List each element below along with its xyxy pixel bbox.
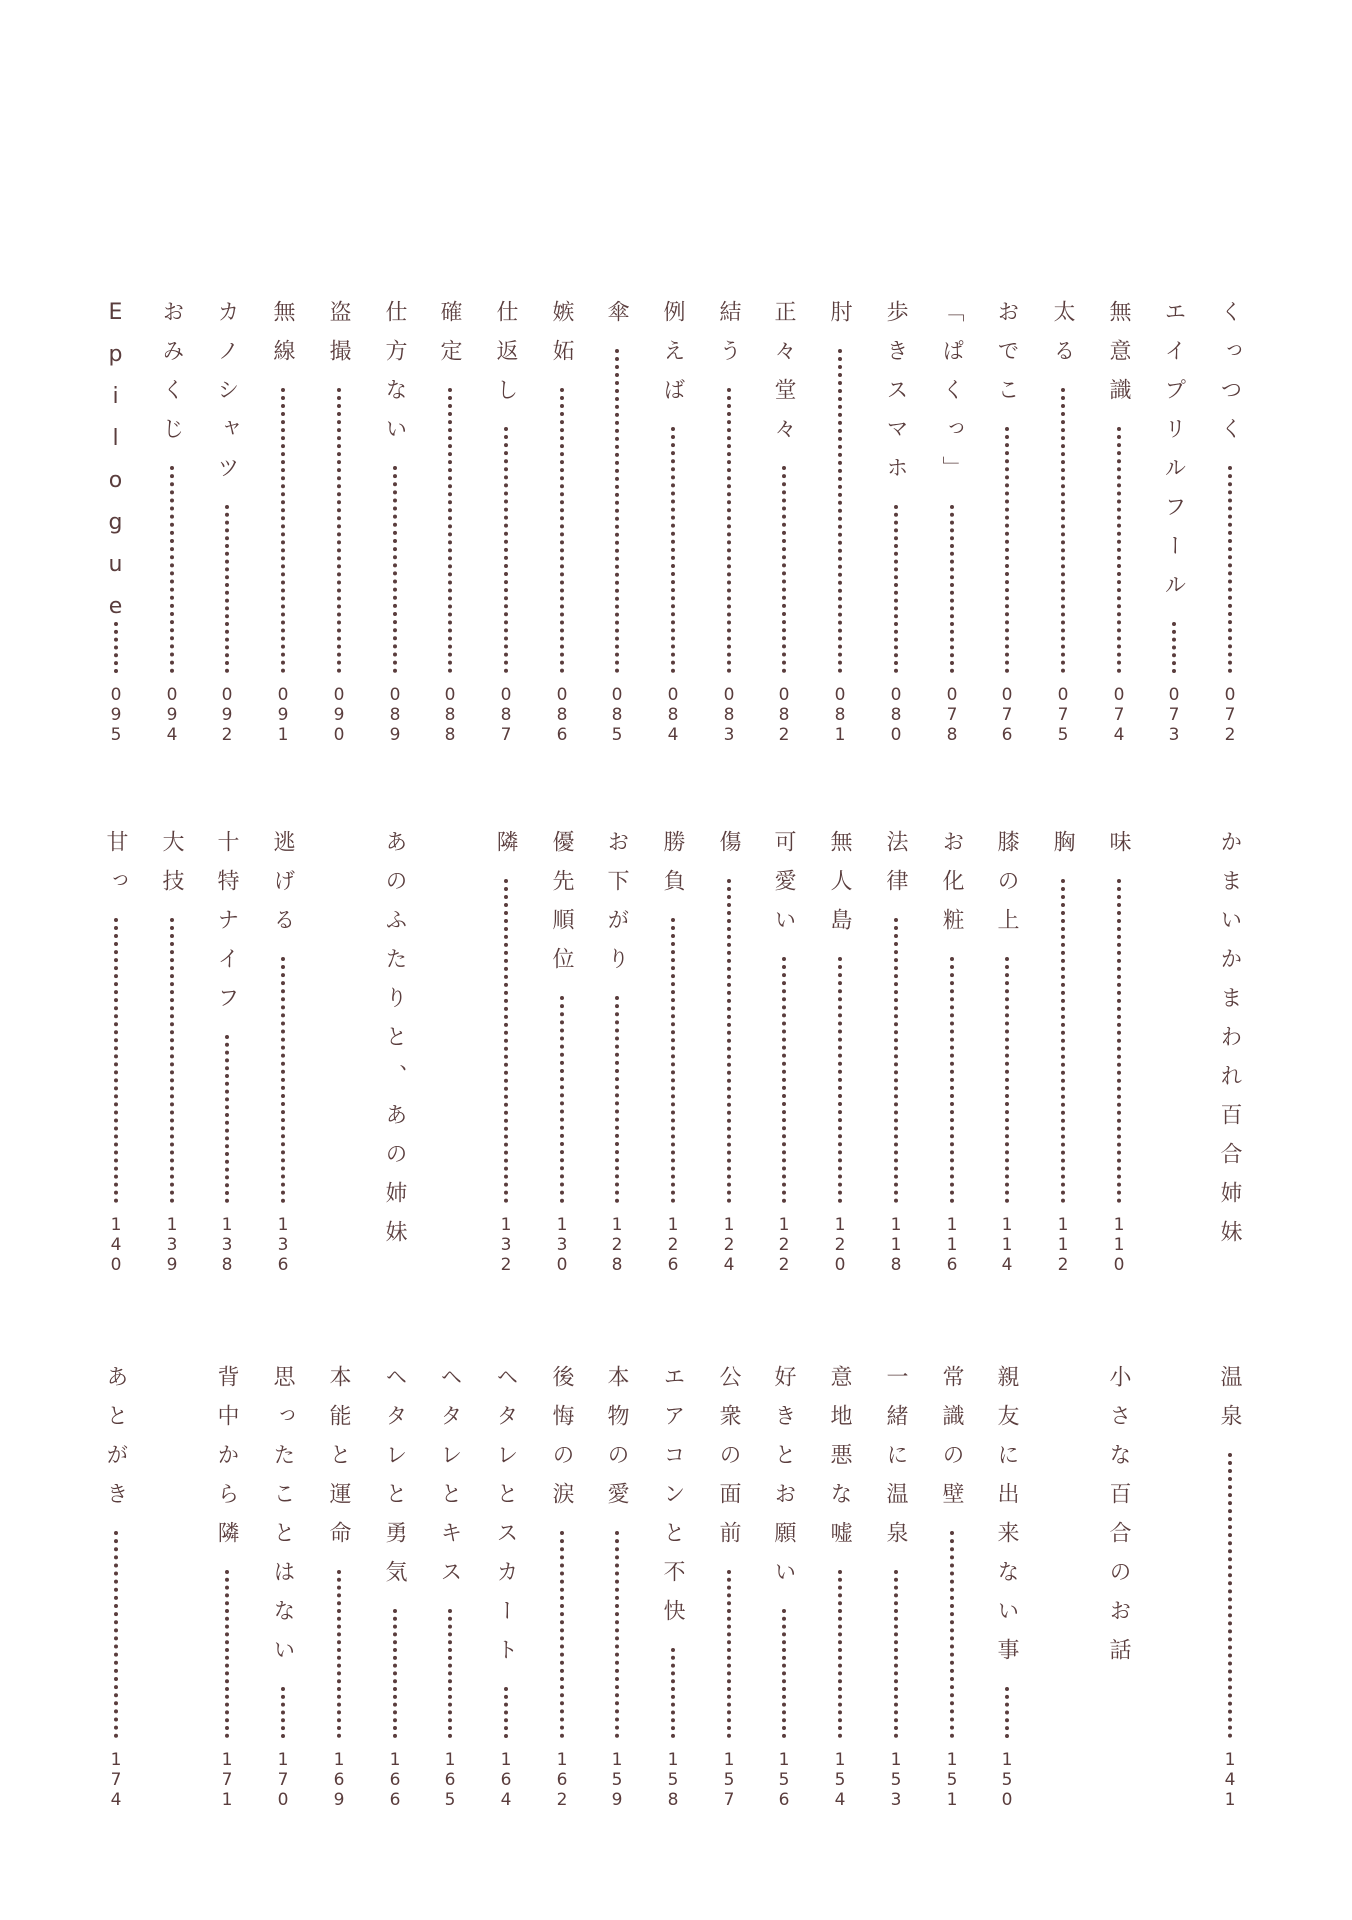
toc-page-number: 080: [886, 685, 906, 745]
toc-page-number: 165: [440, 1750, 460, 1810]
leader-dots: [838, 957, 842, 1203]
toc-page-number: 112: [1053, 1215, 1073, 1275]
leader-dots: [615, 349, 619, 673]
toc-page-number: 164: [496, 1750, 516, 1810]
toc-page-number: 154: [830, 1750, 850, 1810]
toc-page-number: 139: [162, 1215, 182, 1275]
toc-page-number: 088: [440, 685, 460, 745]
leader-dots: [560, 1531, 564, 1738]
leader-dots: [1005, 427, 1009, 673]
toc-entry-title[interactable]: エアコンと不快: [660, 1365, 685, 1638]
leader-dots: [1228, 466, 1232, 673]
toc-entry-title[interactable]: 法律: [883, 830, 908, 908]
toc-entry-title[interactable]: お化粧: [939, 830, 964, 947]
toc-page-number: 174: [106, 1750, 126, 1810]
toc-page-number: 138: [217, 1215, 237, 1275]
toc-entry-title[interactable]: 大技: [159, 830, 184, 908]
toc-page-number: 128: [607, 1215, 627, 1275]
leader-dots: [727, 879, 731, 1203]
toc-page-number: 076: [997, 685, 1017, 745]
toc-page-number: 110: [1109, 1215, 1129, 1275]
toc-page-number: 092: [217, 685, 237, 745]
leader-dots: [1172, 622, 1176, 673]
leader-dots: [727, 388, 731, 673]
toc-entry-title[interactable]: 仕返し: [493, 300, 518, 417]
leader-dots: [1005, 1687, 1009, 1738]
toc-entry-title[interactable]: あとがき: [103, 1365, 128, 1521]
toc-entry-title[interactable]: 優先順位: [549, 830, 574, 986]
leader-dots: [671, 1648, 675, 1738]
leader-dots: [225, 1570, 229, 1738]
toc-page-number: 074: [1109, 685, 1129, 745]
leader-dots: [894, 505, 898, 673]
toc-page-number: 124: [719, 1215, 739, 1275]
toc-section-heading: かまいかまわれ百合姉妹: [1217, 830, 1242, 1259]
toc-entry-title[interactable]: 嫉妬: [549, 300, 574, 378]
toc-entry-title[interactable]: 常識の壁: [939, 1365, 964, 1521]
leader-dots: [337, 388, 341, 673]
toc-entry-title[interactable]: 後悔の涙: [549, 1365, 574, 1521]
toc-entry-title[interactable]: 傘: [604, 300, 629, 339]
toc-entry-title[interactable]: おみくじ: [159, 300, 184, 456]
leader-dots: [225, 505, 229, 673]
leader-dots: [671, 427, 675, 673]
leader-dots: [504, 879, 508, 1203]
leader-dots: [393, 1609, 397, 1738]
toc-page-number: 153: [886, 1750, 906, 1810]
toc-entry-title[interactable]: ヘタレとスカート: [493, 1365, 518, 1677]
toc-entry-title[interactable]: 好きとお願い: [771, 1365, 796, 1599]
toc-page-number: 126: [663, 1215, 683, 1275]
leader-dots: [225, 1035, 229, 1203]
toc-page-number: 118: [886, 1215, 906, 1275]
leader-dots: [1061, 388, 1065, 673]
toc-page-number: 141: [1220, 1750, 1240, 1810]
toc-entry-title[interactable]: 仕方ない: [382, 300, 407, 456]
toc-entry-title[interactable]: ヘタレとキス: [437, 1365, 462, 1599]
toc-entry-title[interactable]: おでこ: [994, 300, 1019, 417]
toc-entry-title[interactable]: 逃げる: [270, 830, 295, 947]
leader-dots: [504, 427, 508, 673]
toc-page-number: 122: [774, 1215, 794, 1275]
toc-entry-title[interactable]: 十特ナイフ: [214, 830, 239, 1025]
toc-page-number: 073: [1164, 685, 1184, 745]
toc-page-number: 087: [496, 685, 516, 745]
leader-dots: [1061, 879, 1065, 1203]
leader-dots: [894, 918, 898, 1203]
toc-page-number: 090: [329, 685, 349, 745]
toc-entry-title[interactable]: 一緒に温泉: [883, 1365, 908, 1560]
toc-page-number: 078: [942, 685, 962, 745]
leader-dots: [114, 622, 118, 673]
toc-entry-title[interactable]: 可愛い: [771, 830, 796, 947]
leader-dots: [281, 1687, 285, 1738]
toc-entry-title[interactable]: 膝の上: [994, 830, 1019, 947]
toc-page-number: 150: [997, 1750, 1017, 1810]
toc-page-number: 170: [273, 1750, 293, 1810]
leader-dots: [114, 918, 118, 1203]
leader-dots: [615, 1531, 619, 1738]
leader-dots: [1117, 427, 1121, 673]
toc-page-number: 162: [552, 1750, 572, 1810]
toc-entry-title[interactable]: 思ったことはない: [270, 1365, 295, 1677]
toc-entry-title[interactable]: 結う: [716, 300, 741, 378]
leader-dots: [782, 957, 786, 1203]
toc-entry-title[interactable]: 無人島: [827, 830, 852, 947]
toc-page-number: 171: [217, 1750, 237, 1810]
toc-page-number: 120: [830, 1215, 850, 1275]
toc-entry-title[interactable]: 意地悪な嘘: [827, 1365, 852, 1560]
toc-entry-title[interactable]: 太る: [1050, 300, 1075, 378]
leader-dots: [782, 1609, 786, 1738]
toc-entry-title[interactable]: 本物の愛: [604, 1365, 629, 1521]
leader-dots: [393, 466, 397, 673]
toc-page-number: 081: [830, 685, 850, 745]
toc-entry-title[interactable]: 親友に出来ない事: [994, 1365, 1019, 1677]
leader-dots: [170, 918, 174, 1203]
toc-entry-title[interactable]: 歩きスマホ: [883, 300, 908, 495]
leader-dots: [1005, 957, 1009, 1203]
toc-page-number: 116: [942, 1215, 962, 1275]
leader-dots: [727, 1570, 731, 1738]
leader-dots: [838, 349, 842, 673]
toc-page-number: 086: [552, 685, 572, 745]
toc-entry-title[interactable]: 正々堂々: [771, 300, 796, 456]
toc-entry-title[interactable]: エイプリルフール: [1161, 300, 1186, 612]
toc-page-number: 158: [663, 1750, 683, 1810]
leader-dots: [448, 1609, 452, 1738]
leader-dots: [170, 466, 174, 673]
toc-page-number: 156: [774, 1750, 794, 1810]
toc-entry-title[interactable]: Epilogue: [103, 300, 128, 636]
toc-page-number: 091: [273, 685, 293, 745]
toc-entry-title[interactable]: 味: [1106, 830, 1131, 869]
toc-entry-title[interactable]: 隣: [493, 830, 518, 869]
toc-entry-title[interactable]: 甘っ: [103, 830, 128, 908]
toc-entry-title[interactable]: 肘: [827, 300, 852, 339]
leader-dots: [281, 957, 285, 1203]
leader-dots: [560, 388, 564, 673]
toc-entry-title[interactable]: 「ぱくっ」: [939, 300, 964, 495]
leader-dots: [1117, 879, 1121, 1203]
toc-entry-title[interactable]: 背中から隣: [214, 1365, 239, 1560]
toc-page-number: 166: [385, 1750, 405, 1810]
toc-page-number: 082: [774, 685, 794, 745]
leader-dots: [114, 1531, 118, 1738]
leader-dots: [950, 1531, 954, 1738]
toc-page-number: 094: [162, 685, 182, 745]
toc-entry-title[interactable]: 温泉: [1217, 1365, 1242, 1443]
leader-dots: [1228, 1453, 1232, 1738]
toc-entry-title[interactable]: くっつく: [1217, 300, 1242, 456]
toc-entry-title[interactable]: お下がり: [604, 830, 629, 986]
leader-dots: [615, 996, 619, 1203]
toc-page-number: 085: [607, 685, 627, 745]
toc-section-heading: あのふたりと、あの姉妹: [382, 830, 407, 1259]
leader-dots: [950, 505, 954, 673]
toc-entry-title[interactable]: ヘタレと勇気: [382, 1365, 407, 1599]
toc-page-number: 157: [719, 1750, 739, 1810]
toc-page-number: 132: [496, 1215, 516, 1275]
toc-entry-title[interactable]: 胸: [1050, 830, 1075, 869]
leader-dots: [337, 1570, 341, 1738]
toc-page-number: 136: [273, 1215, 293, 1275]
leader-dots: [950, 957, 954, 1203]
leader-dots: [894, 1570, 898, 1738]
leader-dots: [560, 996, 564, 1203]
toc-entry-title[interactable]: 無意識: [1106, 300, 1131, 417]
toc-page-number: 151: [942, 1750, 962, 1810]
toc-entry-title[interactable]: 勝負: [660, 830, 685, 908]
toc-page-number: 114: [997, 1215, 1017, 1275]
toc-page-number: 075: [1053, 685, 1073, 745]
toc-page-number: 084: [663, 685, 683, 745]
toc-page-number: 089: [385, 685, 405, 745]
toc-entry-title[interactable]: 傷: [716, 830, 741, 869]
toc-page-number: 169: [329, 1750, 349, 1810]
toc-section-heading: 小さな百合のお話: [1106, 1365, 1131, 1677]
leader-dots: [782, 466, 786, 673]
toc-entry-title[interactable]: 本能と運命: [326, 1365, 351, 1560]
leader-dots: [838, 1570, 842, 1738]
leader-dots: [448, 388, 452, 673]
toc-page-number: 140: [106, 1215, 126, 1275]
leader-dots: [281, 388, 285, 673]
toc-page-number: 159: [607, 1750, 627, 1810]
leader-dots: [671, 918, 675, 1203]
leader-dots: [504, 1687, 508, 1738]
toc-entry-title[interactable]: 公衆の面前: [716, 1365, 741, 1560]
toc-page-number: 130: [552, 1215, 572, 1275]
toc-entry-title[interactable]: 無線: [270, 300, 295, 378]
toc-entry-title[interactable]: 確定: [437, 300, 462, 378]
toc-page-number: 083: [719, 685, 739, 745]
toc-entry-title[interactable]: 例えば: [660, 300, 685, 417]
toc-entry-title[interactable]: 盗撮: [326, 300, 351, 378]
toc-page-number: 095: [106, 685, 126, 745]
toc-page-number: 072: [1220, 685, 1240, 745]
toc-entry-title[interactable]: カノシャツ: [214, 300, 239, 495]
